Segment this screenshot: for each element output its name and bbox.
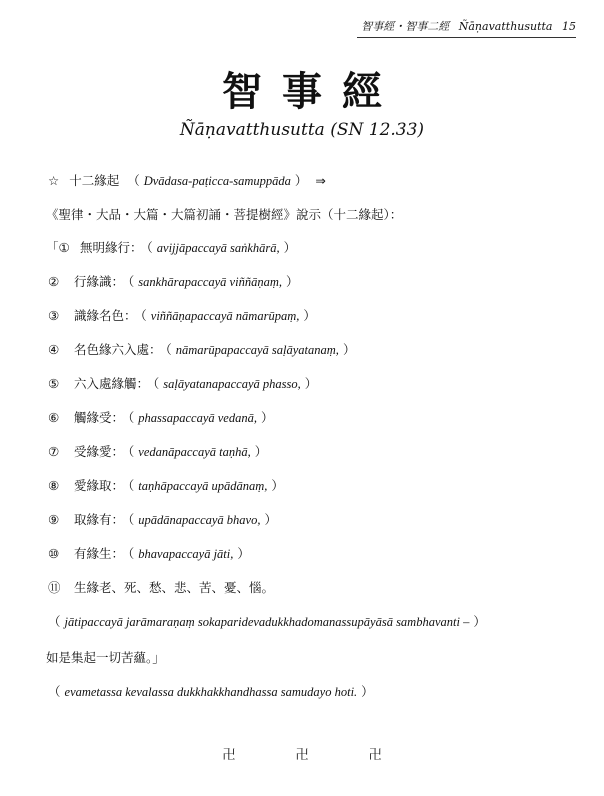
conclusion-pali: evametassa kevalassa dukkhakkhandhassa samudayo hoti. [64, 685, 358, 699]
conclusion-pali-line: （ evametassa kevalassa dukkhakkhandhassa samudayo hoti. ） [48, 684, 374, 699]
link-item: ⑥ 觸緣受： （ phassapaccayā vedanā, ） [48, 410, 274, 425]
link-number: ⑩ [48, 546, 60, 561]
link-chinese: 有緣生： [73, 546, 124, 561]
link-pali: vedanāpaccayā taṇhā, [138, 445, 251, 459]
link-chinese: 名色緣六入處： [73, 342, 162, 357]
header-rule [357, 37, 576, 38]
link-chinese: 識緣名色： [73, 308, 137, 323]
link-number: ⑧ [48, 478, 60, 493]
link-chinese: 愛緣取： [73, 478, 124, 493]
link-item: ② 行緣識： （ sankhārapaccayā viññāṇaṃ, ） [48, 274, 299, 289]
link-pali: avijjāpaccayā saṅkhārā, [156, 241, 280, 255]
header-pali: Ñāṇavatthusutta [458, 20, 553, 33]
page-subtitle: Ñāṇavatthusutta (SN 12.33) [179, 120, 425, 140]
intro-label: 十二緣起 [69, 173, 120, 188]
link-chinese: 無明緣行： [79, 240, 143, 255]
intro-pali: Dvādasa-paṭicca-samuppāda [143, 174, 291, 188]
link-pali: saḷāyatanapaccayā phasso, [163, 377, 301, 391]
link-item: ⑦ 受緣愛： （ vedanāpaccayā taṇhā, ） [48, 444, 268, 459]
page-title: 智事經 [222, 69, 402, 115]
link-chinese: 行緣識： [73, 274, 124, 289]
intro-line: ☆ 十二緣起 （ Dvādasa-paṭicca-samuppāda ） ⇒ [48, 173, 326, 188]
link-pali: nāmarūpapaccayā saḷāyatanaṃ, [175, 343, 339, 357]
header-page-number: 15 [562, 20, 576, 33]
link-number: ⑦ [48, 444, 60, 459]
link-number: 「① [46, 240, 70, 255]
conclusion: 如是集起一切苦蘊。」 [46, 650, 165, 665]
header-chinese: 智事經・智事二經 [361, 20, 450, 33]
link-pali: taṇhāpaccayā upādānaṃ, [138, 479, 268, 493]
link-number: ③ [48, 308, 60, 323]
link-item: ⑩ 有緣生： （ bhavapaccayā jāti, ） [48, 546, 250, 561]
swastika-icon: 卍 [368, 748, 382, 763]
link-item: ⑨ 取緣有： （ upādānapaccayā bhavo, ） [48, 512, 277, 527]
link-number: ⑪ [48, 580, 61, 595]
link-pali: bhavapaccayā jāti, [138, 547, 234, 561]
link11-pali-line: （ jātipaccayā jarāmaraṇaṃ sokaparidevadukkhadomanassupāyāsā sambhavanti – ） [48, 614, 486, 629]
link-chinese: 觸緣受： [73, 410, 124, 425]
link-chinese: 生緣老、死、愁、悲、苦、憂、惱。 [73, 580, 274, 595]
link-number: ② [48, 274, 60, 289]
link-item: ⑧ 愛緣取： （ taṇhāpaccayā upādānaṃ, ） [48, 478, 284, 493]
footer-ornaments [0, 744, 604, 763]
source-line: 《聖律・大品・大篇・大篇初誦・菩提樹經》說示（十二緣起）： [46, 207, 403, 222]
star-icon: ☆ [48, 173, 60, 188]
link-item: ③ 識緣名色： （ viññāṇapaccayā nāmarūpaṃ, ） [48, 308, 316, 323]
link-pali: phassapaccayā vedanā, [138, 411, 257, 425]
link-chinese: 受緣愛： [73, 444, 124, 459]
link-number: ⑥ [48, 410, 60, 425]
swastika-icon: 卍 [295, 748, 309, 763]
link-item [48, 578, 274, 596]
link-chinese: 六入處緣觸： [73, 376, 149, 391]
link-pali: sankhārapaccayā viññāṇaṃ, [138, 275, 282, 289]
link-pali: viññāṇapaccayā nāmarūpaṃ, [150, 309, 300, 323]
link-item: 「① 無明緣行： （ avijjāpaccayā saṅkhārā, ） [46, 240, 297, 255]
swastika-icon: 卍 [222, 748, 236, 763]
arrow-icon: ⇒ [315, 173, 326, 188]
link-item: ④ 名色緣六入處： （ nāmarūpapaccayā saḷāyatanaṃ, ） [48, 342, 356, 357]
link-number: ④ [48, 342, 60, 357]
link-chinese: 取緣有： [73, 512, 124, 527]
link-pali: upādānapaccayā bhavo, [138, 513, 261, 527]
link-item: ⑤ 六入處緣觸： （ saḷāyatanapaccayā phasso, ） [48, 376, 318, 391]
link-number: ⑤ [48, 376, 60, 391]
running-header [361, 18, 576, 34]
link-number: ⑨ [48, 512, 60, 527]
link11-pali: jātipaccayā jarāmaraṇaṃ sokaparidevadukkhadomanassupāyāsā sambhavanti – [64, 615, 470, 629]
